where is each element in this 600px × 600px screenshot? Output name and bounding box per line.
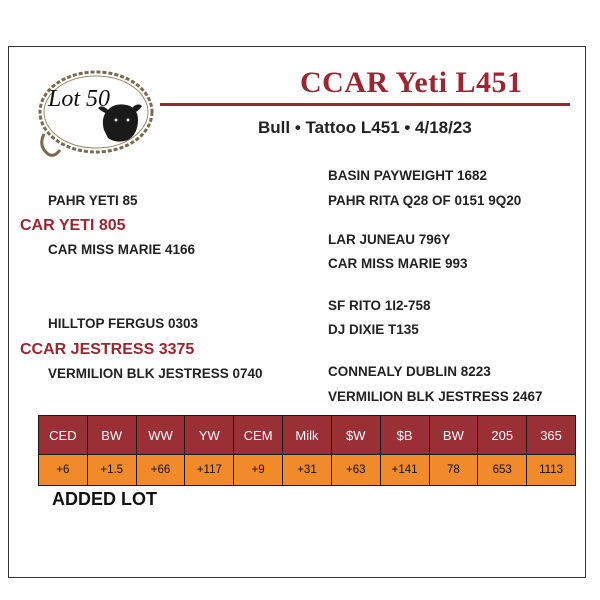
epd-value-cell: +63 bbox=[331, 455, 380, 486]
sire-dam-sire: LAR JUNEAU 796Y bbox=[328, 232, 451, 247]
epd-value-cell: 78 bbox=[429, 455, 478, 486]
added-lot-note: ADDED LOT bbox=[52, 489, 157, 509]
epd-header-cell: Milk bbox=[283, 416, 332, 455]
epd-value-cell: 653 bbox=[478, 455, 527, 486]
sire-dam: CAR MISS MARIE 4166 bbox=[48, 242, 196, 257]
epd-table bbox=[38, 415, 576, 486]
dam-dam-sire: CONNEALY DUBLIN 8223 bbox=[328, 364, 491, 379]
sire-sire: PAHR YETI 85 bbox=[48, 193, 138, 208]
epd-header-cell: $W bbox=[331, 416, 380, 455]
epd-header-cell: 365 bbox=[527, 416, 576, 455]
epd-header-cell: CEM bbox=[234, 416, 283, 455]
epd-header-cell: BW bbox=[429, 416, 478, 455]
epd-header-cell: WW bbox=[136, 416, 185, 455]
animal-details: Bull • Tattoo L451 • 4/18/23 bbox=[258, 118, 472, 137]
lot-badge bbox=[34, 64, 158, 164]
epd-header-cell: YW bbox=[185, 416, 234, 455]
epd-value-cell: +66 bbox=[136, 455, 185, 486]
epd-header-cell: BW bbox=[87, 416, 136, 455]
sire: CAR YETI 805 bbox=[20, 217, 126, 234]
dam-sire-sire: SF RITO 1I2-758 bbox=[328, 298, 431, 313]
epd-header-cell: $B bbox=[380, 416, 429, 455]
sire-dam-dam: CAR MISS MARIE 993 bbox=[328, 256, 468, 271]
epd-header-row bbox=[39, 416, 576, 455]
epd-value-row bbox=[39, 455, 576, 486]
animal-name: CCAR Yeti L451 bbox=[300, 66, 523, 99]
title-divider bbox=[160, 103, 570, 106]
dam-dam-dam: VERMILION BLK JESTRESS 2467 bbox=[328, 389, 543, 404]
dam-sire: HILLTOP FERGUS 0303 bbox=[48, 316, 199, 331]
epd-value-cell: +6 bbox=[39, 455, 88, 486]
dam-sire-dam: DJ DIXIE T135 bbox=[328, 322, 419, 337]
epd-value-cell: +117 bbox=[185, 455, 234, 486]
epd-value-cell: +141 bbox=[380, 455, 429, 486]
dam-dam: VERMILION BLK JESTRESS 0740 bbox=[48, 366, 263, 381]
epd-value-cell: +9 bbox=[234, 455, 283, 486]
epd-value-cell: 1113 bbox=[527, 455, 576, 486]
epd-value-cell: +31 bbox=[283, 455, 332, 486]
sire-sire-dam: PAHR RITA Q28 OF 0151 9Q20 bbox=[328, 193, 522, 208]
lot-number: Lot 50 bbox=[48, 86, 111, 112]
epd-value-cell: +1.5 bbox=[87, 455, 136, 486]
epd-header-cell: CED bbox=[39, 416, 88, 455]
sire-sire-sire: BASIN PAYWEIGHT 1682 bbox=[328, 168, 488, 183]
dam: CCAR JESTRESS 3375 bbox=[20, 341, 195, 358]
epd-header-cell: 205 bbox=[478, 416, 527, 455]
